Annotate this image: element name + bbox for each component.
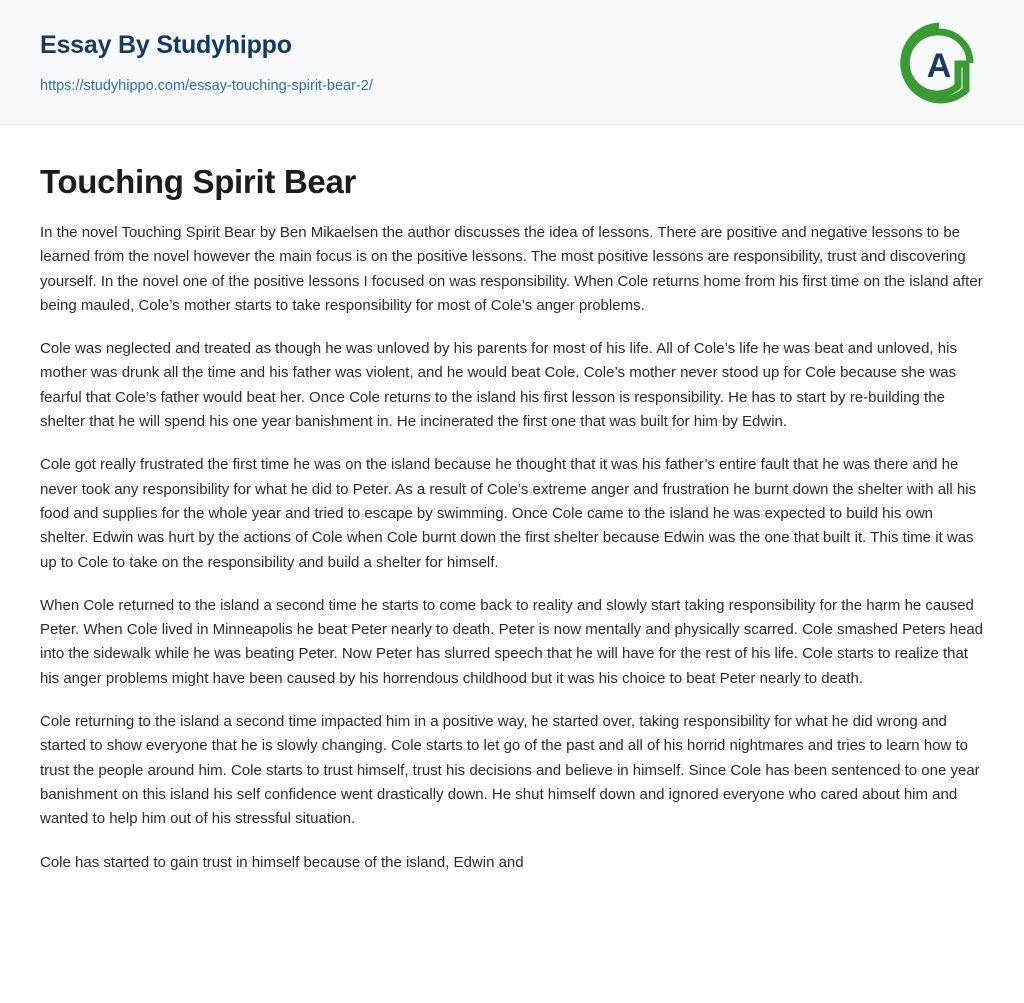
essay-paragraph: Cole got really frustrated the first time he was on the island because he thought that it was his father’s entire fault that he was there and he never took any responsibility for what he did to Peter. As a result of Cole’s extreme anger and frustration he burnt down the shelter with all his food and supplies for the whole year and tried to escape by swimming. Once Cole came to the island he was expected to build his own shelter. Edwin was hurt by the actions of Cole when Cole burnt down the first shelter because Edwin was the one that built it. This time it was up to Cole to take on the responsibility and build a shelter for himself. [40,456,977,571]
essay-paragraph: In the novel Touching Spirit Bear by Ben Mikaelsen the author discusses the idea of lessons. There are positive and negative lessons to be learned from the novel however the main focus is on the positive lessons. The most positive lessons are responsibility, trust and discovering yourself. In the novel one of the positive lessons I focused on was responsibility. When Cole returns home from his first time on the island after being mauled, Cole’s mother starts to take responsibility for most of Cole’s anger problems. [40,224,983,314]
svg-text:A: A [926,47,952,85]
essay-paragraph: Cole was neglected and treated as though he was unloved by his parents for most of his life. All of Cole’s life he was beat and unloved, his mother was drunk all the time and his father was violent, and he would beat Cole. Cole’s mother never stood up for Cole because she was fearful that Cole’s father would beat her. Once Cole returns to the island his first lesson is responsibility. He has to start by re-building the shelter that he will spend his one year banishment in. He incinerated the first one that was built for him by Edwin. [40,340,957,431]
page-title: Touching Spirit Bear [40,163,357,200]
studyhippo-logo-icon [896,20,982,106]
essay-paragraph: Cole returning to the island a second time impacted him in a positive way, he started over, taking responsibility for what he did wrong and started to show everyone that he is slowly changing. Cole starts to let go of the past and all of his horrid nightmares and tries to learn how to trust the people around him. Cole starts to trust himself, trust his decisions and believe in himself. Since Cole has been sentenced to one year banishment on this island his self confidence went drastically down. He shut himself down and ignored everyone who cared about him and wanted to help him out of his stressful situation. [40,713,980,828]
brand-name: Studyhippo [156,31,292,59]
site-header [0,0,1024,125]
essay-content [0,125,1024,875]
source-url-link[interactable]: https://studyhippo.com/essay-touching-spirit-bear-2/ [40,78,373,94]
brand-prefix: Essay By [40,31,157,59]
essay-paragraph: When Cole returned to the island a second time he starts to come back to reality and slowly start taking responsibility for the harm he caused Peter. When Cole lived in Minneapolis he beat Peter nearly to death. Peter is now mentally and physically scarred. Cole smashed Peters head into the sidewalk while he was beating Peter. Now Peter has slurred speech that he will have for the rest of his life. Cole starts to realize that his anger problems might have been caused by his horrendous childhood but it was his choice to beat Peter nearly to death. [40,596,984,687]
essay-paragraph: Cole has started to gain trust in himself because of the island, Edwin and [40,853,524,871]
brand-title [40,30,984,60]
